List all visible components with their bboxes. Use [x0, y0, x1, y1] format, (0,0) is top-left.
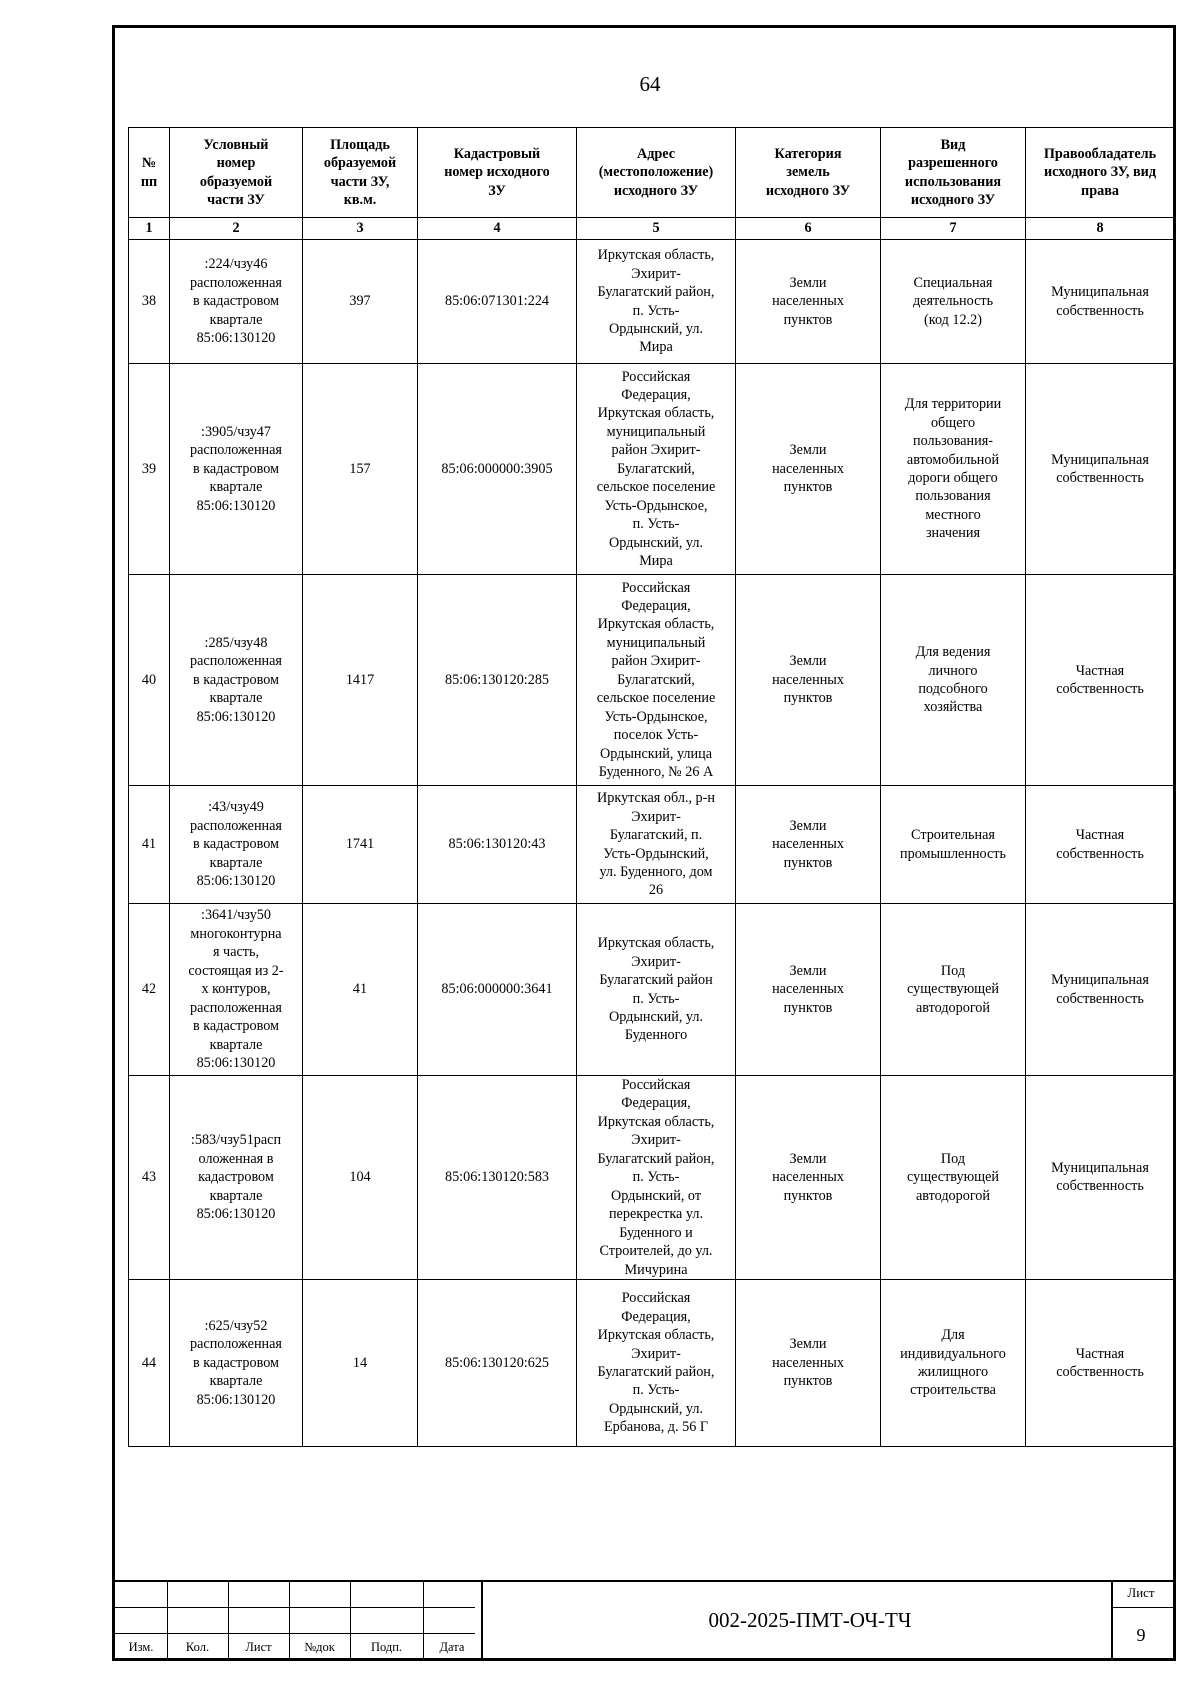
index-cell: 3 — [303, 218, 418, 240]
owner-cell: Частная собственность — [1026, 786, 1175, 904]
cadastral-number-cell: 85:06:000000:3641 — [418, 904, 577, 1076]
header-cell: Адрес (местоположение) исходного ЗУ — [577, 128, 736, 218]
table-row — [129, 786, 1175, 904]
land-category-cell: Земли населенных пунктов — [736, 904, 881, 1076]
index-cell: 8 — [1026, 218, 1175, 240]
area-cell: 397 — [303, 240, 418, 364]
header-cell: Правообладатель исходного ЗУ, вид права — [1026, 128, 1175, 218]
index-cell: 5 — [577, 218, 736, 240]
header-row — [129, 128, 1175, 218]
sheet-number: 9 — [1136, 1625, 1146, 1645]
row-number-cell: 41 — [129, 786, 170, 904]
area-cell: 41 — [303, 904, 418, 1076]
address-cell: Иркутская область, Эхирит- Булагатский район, п. Усть- Ордынский, ул. Мира — [577, 240, 736, 364]
page-number: 64 — [639, 72, 661, 96]
area-cell: 1417 — [303, 575, 418, 786]
land-category-cell: Земли населенных пунктов — [736, 364, 881, 575]
permitted-use-cell: Строительная промышленность — [881, 786, 1026, 904]
index-cell: 6 — [736, 218, 881, 240]
parcel-part-number-cell: :625/чзу52 расположенная в кадастровом квартале 85:06:130120 — [170, 1279, 303, 1446]
area-cell: 157 — [303, 364, 418, 575]
land-category-cell: Земли населенных пунктов — [736, 575, 881, 786]
index-cell: 4 — [418, 218, 577, 240]
area-cell: 104 — [303, 1076, 418, 1280]
header-cell: Кадастровый номер исходного ЗУ — [418, 128, 577, 218]
header-cell: Площадь образуемой части ЗУ, кв.м. — [303, 128, 418, 218]
index-cell: 1 — [129, 218, 170, 240]
permitted-use-cell: Под существующей автодорогой — [881, 904, 1026, 1076]
table-row — [129, 1076, 1175, 1280]
owner-cell: Муниципальная собственность — [1026, 1076, 1175, 1280]
sheet-label: Лист — [1127, 1585, 1155, 1600]
address-cell: Российская Федерация, Иркутская область, Эхирит- Булагатский район, п. Усть- Ордынский, ул. Ербанова, д. 56 Г — [577, 1279, 736, 1446]
permitted-use-cell: Под существующей автодорогой — [881, 1076, 1026, 1280]
owner-cell: Частная собственность — [1026, 575, 1175, 786]
parcel-part-number-cell: :3905/чзу47 расположенная в кадастровом квартале 85:06:130120 — [170, 364, 303, 575]
table-row — [129, 575, 1175, 786]
land-category-cell: Земли населенных пунктов — [736, 1279, 881, 1446]
land-category-cell: Земли населенных пунктов — [736, 1076, 881, 1280]
cadastral-number-cell: 85:06:000000:3905 — [418, 364, 577, 575]
row-number-cell: 38 — [129, 240, 170, 364]
land-parcels-table — [128, 127, 1175, 1447]
cadastral-number-cell: 85:06:130120:43 — [418, 786, 577, 904]
parcel-part-number-cell: :285/чзу48 расположенная в кадастровом квартале 85:06:130120 — [170, 575, 303, 786]
table-row — [129, 240, 1175, 364]
table-row — [129, 1279, 1175, 1446]
address-cell: Иркутская обл., р-н Эхирит- Булагатский, п. Усть-Ордынский, ул. Буденного, дом 26 — [577, 786, 736, 904]
owner-cell: Муниципальная собственность — [1026, 904, 1175, 1076]
permitted-use-cell: Специальная деятельность (код 12.2) — [881, 240, 1026, 364]
owner-cell: Муниципальная собственность — [1026, 364, 1175, 575]
parcel-part-number-cell: :583/чзу51расп оложенная в кадастровом квартале 85:06:130120 — [170, 1076, 303, 1280]
area-cell: 1741 — [303, 786, 418, 904]
table-row — [129, 364, 1175, 575]
address-cell: Российская Федерация, Иркутская область, муниципальный район Эхирит- Булагатский, сельское поселение Усть-Ордынское, п. Усть- Ордынский, ул. Мира — [577, 364, 736, 575]
cadastral-number-cell: 85:06:130120:625 — [418, 1279, 577, 1446]
owner-cell: Муниципальная собственность — [1026, 240, 1175, 364]
land-category-cell: Земли населенных пунктов — [736, 786, 881, 904]
index-cell: 2 — [170, 218, 303, 240]
document-code: 002-2025-ПМТ-ОЧ-ТЧ — [708, 1608, 912, 1632]
cadastral-number-cell: 85:06:130120:583 — [418, 1076, 577, 1280]
row-number-cell: 42 — [129, 904, 170, 1076]
header-cell: Условный номер образуемой части ЗУ — [170, 128, 303, 218]
row-number-cell: 40 — [129, 575, 170, 786]
address-cell: Российская Федерация, Иркутская область, Эхирит- Булагатский район, п. Усть- Ордынский, от перекрестка ул. Буденного и Строителей, до ул. Мичурина — [577, 1076, 736, 1280]
row-number-cell: 39 — [129, 364, 170, 575]
permitted-use-cell: Для территории общего пользования- автомобильной дороги общего пользования местного значения — [881, 364, 1026, 575]
stamp-label-sheet: Лист — [245, 1640, 272, 1654]
row-number-cell: 44 — [129, 1279, 170, 1446]
owner-cell: Частная собственность — [1026, 1279, 1175, 1446]
permitted-use-cell: Для ведения личного подсобного хозяйства — [881, 575, 1026, 786]
column-index-row — [129, 218, 1175, 240]
row-number-cell: 43 — [129, 1076, 170, 1280]
parcel-part-number-cell: :224/чзу46 расположенная в кадастровом квартале 85:06:130120 — [170, 240, 303, 364]
cadastral-number-cell: 85:06:130120:285 — [418, 575, 577, 786]
stamp-label-date: Дата — [439, 1640, 465, 1654]
cadastral-number-cell: 85:06:071301:224 — [418, 240, 577, 364]
land-category-cell: Земли населенных пунктов — [736, 240, 881, 364]
index-cell: 7 — [881, 218, 1026, 240]
address-cell: Иркутская область, Эхирит- Булагатский район п. Усть- Ордынский, ул. Буденного — [577, 904, 736, 1076]
stamp-label-signature: Подп. — [370, 1640, 403, 1654]
stamp-label-change: Изм. — [128, 1640, 154, 1654]
parcel-part-number-cell: :43/чзу49 расположенная в кадастровом квартале 85:06:130120 — [170, 786, 303, 904]
parcel-part-number-cell: :3641/чзу50 многоконтурна я часть, состоящая из 2- х контуров, расположенная в кадастровом квартале 85:06:130120 — [170, 904, 303, 1076]
stamp-label-doc-number: №док — [304, 1640, 335, 1654]
header-cell: № пп — [129, 128, 170, 218]
header-cell: Вид разрешенного использования исходного ЗУ — [881, 128, 1026, 218]
permitted-use-cell: Для индивидуального жилищного строительства — [881, 1279, 1026, 1446]
address-cell: Российская Федерация, Иркутская область, муниципальный район Эхирит- Булагатский, сельское поселение Усть-Ордынское, поселок Усть- Ордынский, улица Буденного, № 26 А — [577, 575, 736, 786]
table-row — [129, 904, 1175, 1076]
stamp-label-quantity: Кол. — [185, 1640, 210, 1654]
area-cell: 14 — [303, 1279, 418, 1446]
header-cell: Категория земель исходного ЗУ — [736, 128, 881, 218]
